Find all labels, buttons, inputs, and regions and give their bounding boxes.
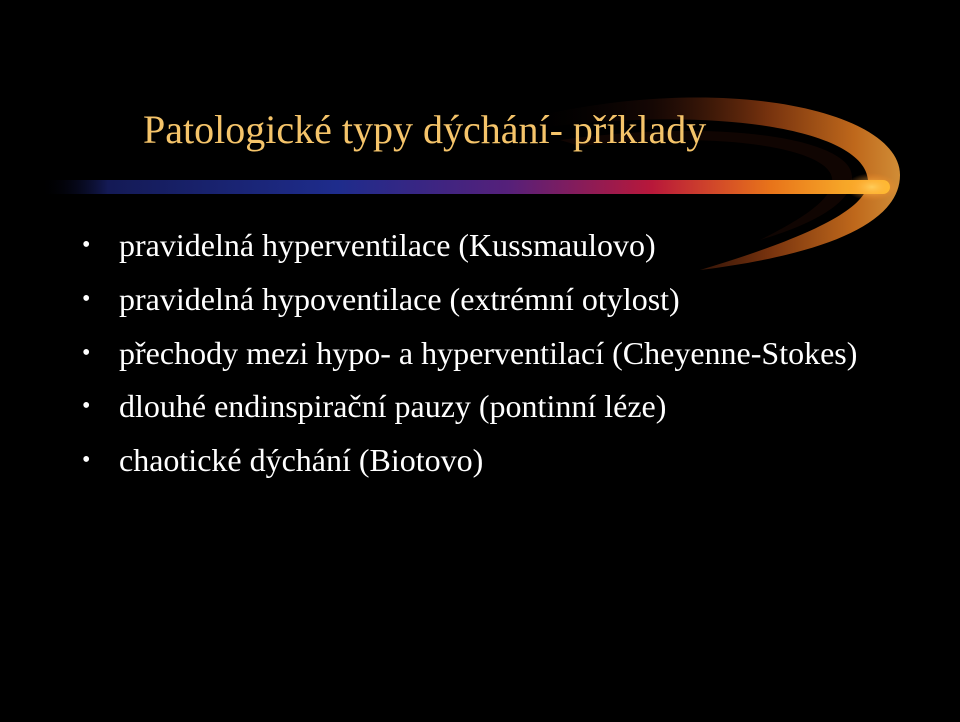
bullet-icon: • [82,447,91,473]
bullet-item [82,228,882,263]
slide-title: Patologické typy dýchání- příklady [143,107,707,152]
bullet-icon: • [82,340,91,366]
bullet-text: pravidelná hyperventilace (Kussmaulovo) [119,227,656,263]
bullet-icon: • [82,393,91,419]
swoosh-glow [846,173,898,201]
bullet-icon: • [82,286,91,312]
bullet-text: přechody mezi hypo- a hyperventilací (Cheyenne-Stokes) [119,335,858,371]
bullet-item [82,389,882,424]
swoosh-bar [40,180,890,194]
bullet-text: dlouhé endinspirační pauzy (pontinní léze) [119,388,667,424]
bullet-item [82,282,882,317]
bullet-item [82,443,882,478]
bullet-list [82,228,882,497]
bullet-text: pravidelná hypoventilace (extrémní otylost) [119,281,680,317]
bullet-item [82,336,882,371]
bullet-icon: • [82,232,91,258]
bullet-text: chaotické dýchání (Biotovo) [119,442,484,478]
